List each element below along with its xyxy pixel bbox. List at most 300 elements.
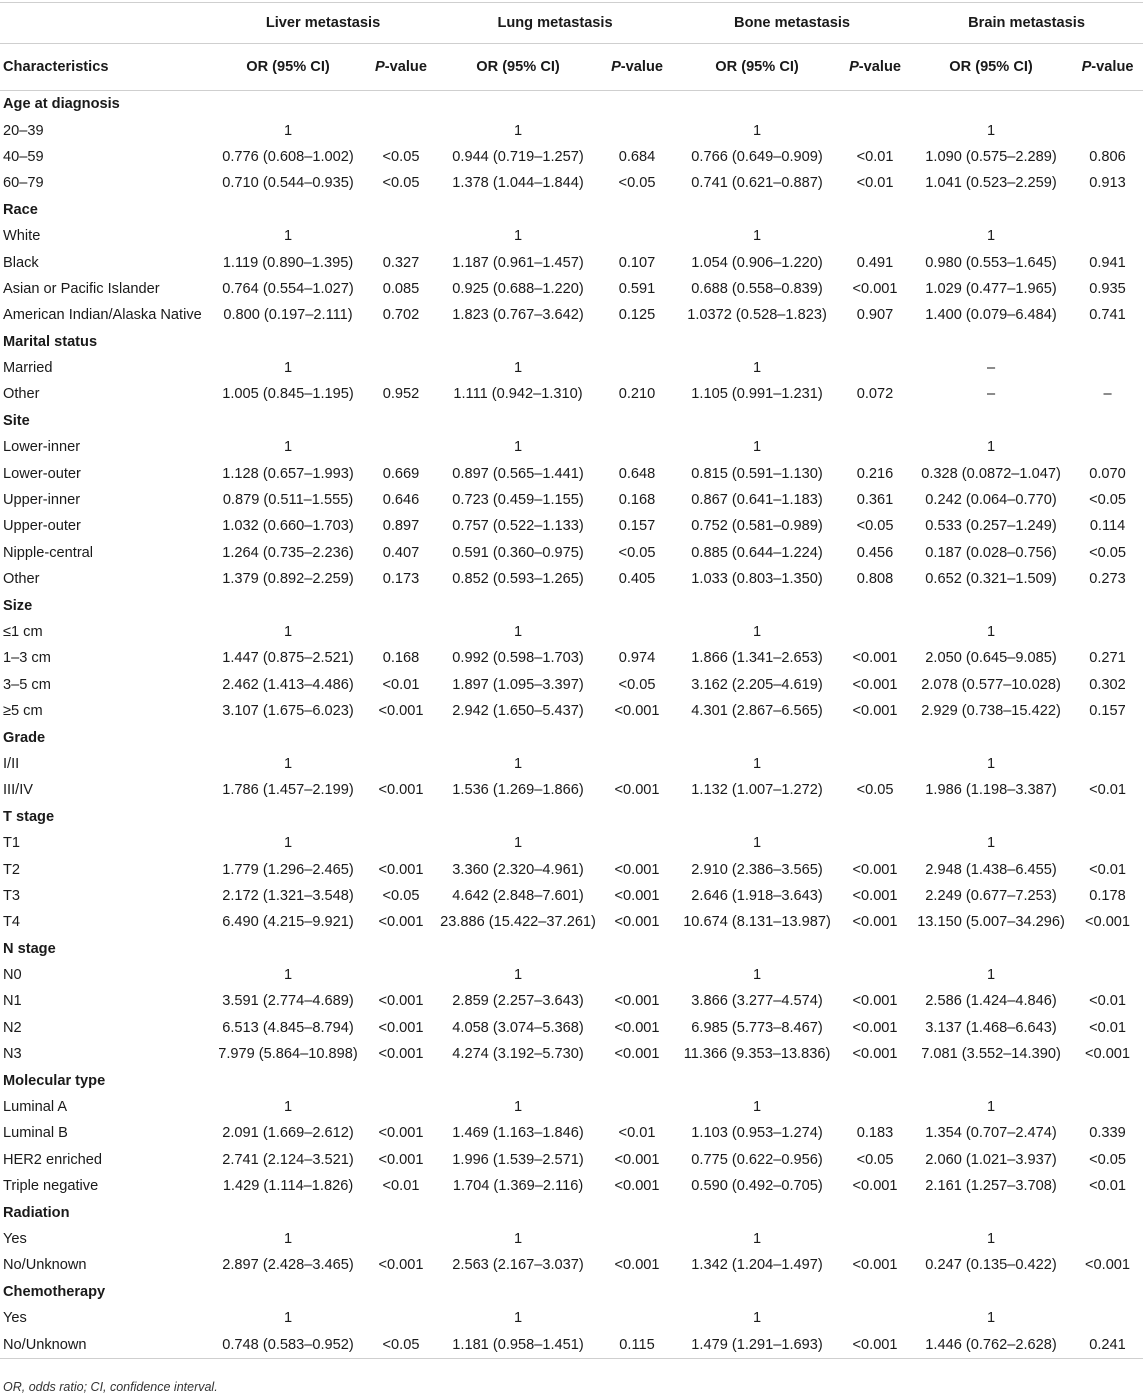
or-ci-cell: 1 [986,835,996,852]
or-ci-cell: 1.379 (0.892–2.259) [222,571,354,588]
p-value-cell [600,1226,674,1252]
or-ci-cell: 1.897 (1.095–3.397) [452,676,584,693]
p-value-cell: <0.01 [618,1125,656,1142]
or-ci-cell: 0.741 (0.621–0.887) [691,175,823,192]
p-value-cell: <0.05 [382,887,420,904]
table-row [0,883,1143,909]
or-ci-cell: 1 [513,624,523,640]
p-value-cell: <0.001 [614,993,660,1010]
p-value-cell: <0.05 [382,148,420,165]
or-ci-cell: 1 [283,228,293,245]
or-ci-cell: 1 [513,1230,523,1247]
p-value-cell: <0.001 [614,703,660,720]
row-label: Upper-outer [3,518,81,535]
or-ci-cell: 0.710 (0.544–0.935) [222,175,354,192]
or-ci-cell: 4.058 (3.074–5.368) [452,1019,584,1036]
row-label: T3 [3,887,21,904]
p-value-cell: 0.115 [600,1331,674,1358]
p-value-cell [600,1094,674,1120]
or-ci-cell: 1.005 (0.845–1.195) [222,386,354,403]
p-value-cell: <0.001 [852,993,898,1010]
or-ci-cell: 1 [513,439,523,456]
section-header-row [0,91,1143,118]
p-value-cell: <0.001 [852,1178,898,1195]
p-value-cell: <0.001 [852,650,898,667]
section-title: Chemotherapy [3,1283,106,1300]
section-header-row [0,1199,1143,1225]
section-title: Marital status [3,333,98,350]
p-value-cell: 0.907 [856,307,894,324]
table-row [0,645,1143,671]
section-title: Site [3,412,30,429]
p-value-cell: <0.01 [382,1178,420,1195]
or-ci-cell: 3.866 (3.277–4.574) [691,993,823,1010]
section-header-row [0,408,1143,434]
characteristics-header: Characteristics [0,44,210,91]
p-value-cell: <0.001 [852,861,898,878]
p-value-cell [366,434,436,460]
p-value-cell [600,117,674,143]
p-value-cell [840,1094,910,1120]
or-ci-cell: 0.992 (0.598–1.703) [452,650,584,667]
table-row [0,117,1143,143]
p-value-header: P-value [366,44,436,91]
p-value-cell: 0.669 [382,465,420,482]
table-row [0,619,1143,645]
p-value-cell: <0.001 [852,887,898,904]
p-value-cell: <0.001 [378,1046,424,1063]
p-value-cell: 0.271 [1089,650,1126,667]
table-row [0,302,1143,328]
or-ci-cell: 1.105 (0.991–1.231) [691,386,823,403]
p-value-cell: 0.361 [856,492,894,509]
p-value-cell: <0.001 [378,993,424,1010]
or-ci-cell: 0.748 (0.583–0.952) [210,1331,366,1358]
row-label: White [3,228,41,245]
or-ci-cell: 1.447 (0.875–2.521) [222,650,354,667]
p-value-cell: <0.05 [366,1331,436,1358]
p-value-cell: 0.808 [856,571,894,588]
or-ci-cell: 1 [752,228,762,245]
or-ci-cell: 0.815 (0.591–1.130) [691,465,823,482]
or-ci-cell: 1.429 (1.114–1.826) [222,1178,354,1195]
row-label: T1 [3,835,21,852]
table-row [0,249,1143,275]
p-value-cell [366,830,436,856]
p-value-cell: <0.05 [856,782,894,799]
row-label: American Indian/Alaska Native [3,307,202,324]
or-ci-cell: 1.704 (1.369–2.116) [452,1178,584,1195]
or-ci-cell: 0.591 (0.360–0.975) [452,544,584,561]
section-header-row [0,592,1143,618]
or-ci-cell: 1.400 (0.079–6.484) [925,307,1057,324]
or-ci-cell: 11.366 (9.353–13.836) [683,1046,831,1063]
row-label: Triple negative [3,1178,99,1195]
or-ci-cell: 1.823 (0.767–3.642) [452,307,584,324]
or-ci-cell: 1.536 (1.269–1.866) [452,782,584,799]
row-label: T2 [3,861,21,878]
p-value-cell [600,355,674,381]
or-ci-cell: 0.800 (0.197–2.111) [223,307,353,324]
or-ci-cell: 0.242 (0.064–0.770) [925,492,1057,509]
or-ci-cell: 1 [752,755,762,772]
or-ci-cell: 1.103 (0.953–1.274) [691,1125,823,1142]
or-ci-cell: 1.446 (0.762–2.628) [910,1331,1072,1358]
p-value-cell [366,355,436,381]
p-value-cell [366,619,436,645]
p-value-cell [1072,830,1143,856]
or-ci-cell: 1.354 (0.707–2.474) [925,1125,1057,1142]
row-label: Black [3,254,39,271]
p-value-cell: <0.001 [614,887,660,904]
group-header-liver: Liver metastasis [210,3,436,44]
or-ci-cell: 1 [752,1230,762,1247]
or-ci-cell: 1 [283,835,293,852]
row-label: ≥5 cm [3,703,43,720]
or-ci-cell: 0.980 (0.553–1.645) [925,254,1057,271]
p-value-cell: 0.107 [618,254,656,271]
table-row [0,988,1143,1014]
p-value-cell [840,830,910,856]
or-ci-cell: 2.050 (0.645–9.085) [925,650,1057,667]
p-value-cell: 0.072 [856,386,894,403]
or-ci-cell: 1.032 (0.660–1.703) [222,518,354,535]
or-ci-cell: 0.187 (0.028–0.756) [925,544,1057,561]
row-label: Other [3,571,40,588]
or-ci-cell: 1 [752,624,762,640]
or-ci-cell: 3.107 (1.675–6.023) [222,703,354,720]
or-ci-header: OR (95% CI) [436,44,600,91]
row-label: I/II [3,755,20,772]
p-value-cell [840,355,910,381]
or-ci-cell: 0.879 (0.511–1.555) [222,492,354,509]
table-row [0,909,1143,935]
or-ci-cell: 1 [752,1099,762,1116]
p-value-cell [840,117,910,143]
or-ci-cell: 2.948 (1.438–6.455) [925,861,1057,878]
p-value-cell [1072,1305,1143,1331]
p-value-cell: <0.01 [1089,782,1126,799]
table-row [0,434,1143,460]
row-label: N2 [3,1019,22,1036]
or-ci-cell: 1 [986,122,996,139]
row-label: Married [3,360,53,377]
section-header-row [0,1067,1143,1093]
or-ci-cell: 1 [513,967,523,984]
or-ci-cell: – [986,386,996,403]
p-value-cell: 0.648 [618,465,656,482]
or-ci-cell: 2.563 (2.167–3.037) [452,1257,584,1274]
or-ci-cell: 0.925 (0.688–1.220) [452,280,584,297]
row-label: Yes [3,1230,27,1247]
or-ci-cell: 2.897 (2.428–3.465) [222,1257,354,1274]
section-title: Grade [3,729,46,746]
or-ci-cell: 1 [986,1310,996,1327]
table-row [0,698,1143,724]
p-value-cell: 0.897 [382,518,420,535]
p-value-cell [840,1226,910,1252]
or-ci-cell: 1.469 (1.163–1.846) [452,1125,584,1142]
row-label: 20–39 [3,122,44,139]
p-value-cell: <0.001 [852,676,898,693]
row-label: Lower-inner [3,439,81,456]
or-ci-cell: 1 [513,1310,523,1327]
p-value-cell: 0.491 [856,254,894,271]
or-ci-cell: 1 [283,122,293,139]
row-label: Luminal B [3,1125,68,1142]
or-ci-cell: 1.342 (1.204–1.497) [691,1257,823,1274]
or-ci-cell: 2.161 (1.257–3.708) [925,1178,1057,1195]
p-value-cell: 0.168 [382,650,420,667]
p-value-cell: <0.001 [852,914,898,931]
table-row [0,830,1143,856]
or-ci-cell: 1.111 (0.942–1.310) [453,386,583,403]
p-value-cell [366,223,436,249]
section-title: Size [3,597,33,614]
table-row [0,513,1143,539]
p-value-cell: 0.702 [382,307,420,324]
p-value-cell: 0.273 [1089,571,1126,588]
p-value-cell: <0.001 [840,1331,910,1358]
p-value-cell: 0.183 [856,1125,894,1142]
p-value-cell [600,434,674,460]
or-ci-cell: 0.757 (0.522–1.133) [452,518,584,535]
row-label: 40–59 [3,148,44,165]
row-label: No/Unknown [0,1331,210,1358]
p-value-cell: <0.001 [852,280,898,297]
table-row [0,460,1143,486]
or-ci-cell: 1 [986,624,996,640]
table-row [0,1147,1143,1173]
table-row [0,170,1143,196]
row-label: Lower-outer [3,465,81,482]
or-ci-cell: 3.137 (1.468–6.643) [925,1019,1057,1036]
or-ci-cell: 23.886 (15.422–37.261) [440,914,596,931]
p-value-cell: <0.05 [1089,544,1126,561]
p-value-cell: <0.05 [618,676,656,693]
table-row [0,962,1143,988]
p-value-cell: <0.001 [1085,1257,1131,1274]
or-ci-cell: 0.852 (0.593–1.265) [452,571,584,588]
or-ci-cell: 0.944 (0.719–1.257) [452,148,584,165]
p-value-cell [600,1305,674,1331]
section-title: T stage [3,808,55,825]
or-ci-cell: 4.274 (3.192–5.730) [452,1046,584,1063]
p-value-header: P-value [1072,44,1143,91]
or-ci-cell: 1.779 (1.296–2.465) [222,861,354,878]
or-ci-header: OR (95% CI) [210,44,366,91]
section-header-row [0,1279,1143,1305]
p-value-cell: 0.339 [1089,1125,1126,1142]
p-value-cell: 0.941 [1089,254,1126,271]
or-ci-cell: 0.764 (0.554–1.027) [222,280,354,297]
or-ci-cell: 1 [283,1230,293,1247]
or-ci-cell: – [986,360,996,377]
p-value-cell: <0.001 [378,782,424,799]
p-value-cell: <0.001 [378,861,424,878]
p-value-cell: <0.001 [852,703,898,720]
table-row [0,856,1143,882]
p-value-cell [600,830,674,856]
p-value-cell: <0.001 [378,914,424,931]
or-ci-cell: 1 [986,755,996,772]
or-ci-cell: 1.479 (1.291–1.693) [674,1331,840,1358]
p-value-cell [1072,751,1143,777]
p-value-cell: <0.01 [1089,861,1126,878]
or-ci-cell: 1 [752,835,762,852]
or-ci-cell: 0.533 (0.257–1.249) [925,518,1057,535]
p-value-cell: <0.01 [856,148,894,165]
p-value-cell [840,434,910,460]
p-value-cell: 0.157 [618,518,656,535]
p-value-cell [1072,962,1143,988]
or-ci-cell: 0.775 (0.622–0.956) [691,1151,823,1168]
p-value-cell [600,751,674,777]
or-ci-cell: 2.646 (1.918–3.643) [691,887,823,904]
p-value-cell [840,1305,910,1331]
row-label: T4 [3,914,21,931]
p-value-cell [366,962,436,988]
group-header-row [0,3,1143,44]
or-ci-cell: 3.591 (2.774–4.689) [222,993,354,1010]
p-value-cell: <0.001 [614,914,660,931]
p-value-cell: <0.001 [614,782,660,799]
p-value-cell [366,117,436,143]
or-ci-cell: 0.885 (0.644–1.224) [691,544,823,561]
p-value-cell: 0.114 [1089,518,1126,535]
group-header-lung: Lung metastasis [436,3,674,44]
or-ci-cell: 0.247 (0.135–0.422) [925,1257,1057,1274]
p-value-cell [1072,434,1143,460]
p-value-cell [366,751,436,777]
p-value-cell [366,1094,436,1120]
p-value-cell: 0.173 [382,571,420,588]
table-row [0,751,1143,777]
or-ci-cell: 1 [752,439,762,456]
p-value-cell: <0.001 [378,703,424,720]
p-value-cell: <0.001 [378,1125,424,1142]
p-value-cell: 0.591 [618,280,656,297]
or-ci-cell: 1 [283,624,293,640]
p-value-cell: 0.178 [1089,887,1126,904]
p-value-cell: 0.157 [1089,703,1126,720]
p-value-cell: 0.806 [1089,148,1126,165]
column-header-row [0,44,1143,91]
p-value-cell: <0.001 [614,1151,660,1168]
p-value-cell [600,223,674,249]
table-row [0,381,1143,407]
table-row [0,1120,1143,1146]
p-value-cell: 0.327 [382,254,420,271]
or-ci-cell: 1.264 (0.735–2.236) [222,544,354,561]
section-header-row [0,804,1143,830]
or-ci-cell: 1 [986,1099,996,1116]
p-value-cell: <0.001 [614,1257,660,1274]
p-value-cell: 0.646 [382,492,420,509]
or-ci-cell: 1 [283,1099,293,1116]
p-value-cell: <0.05 [382,175,420,192]
p-value-cell: <0.001 [1085,1046,1131,1063]
p-value-cell [840,751,910,777]
section-title: Race [3,201,38,218]
p-value-cell: 0.684 [618,148,656,165]
p-value-cell [1072,1094,1143,1120]
p-value-cell: <0.05 [618,544,656,561]
p-value-cell: 0.168 [618,492,656,509]
p-value-cell [1072,619,1143,645]
group-header-brain: Brain metastasis [910,3,1143,44]
table-row [0,1041,1143,1067]
p-value-cell: <0.01 [1089,1019,1126,1036]
p-value-cell: <0.001 [378,1257,424,1274]
or-ci-cell: 1 [752,1310,762,1327]
group-header-bone: Bone metastasis [674,3,910,44]
p-value-cell [840,223,910,249]
table-body [0,91,1143,1359]
or-ci-cell: 1.181 (0.958–1.451) [436,1331,600,1358]
or-ci-cell: 1.128 (0.657–1.993) [222,465,354,482]
or-ci-cell: 1 [283,1310,293,1327]
p-value-cell [1072,1226,1143,1252]
table-row [0,487,1143,513]
table-row [0,777,1143,803]
p-value-cell: 0.125 [618,307,656,324]
or-ci-cell: 2.859 (2.257–3.643) [452,993,584,1010]
p-value-cell: 0.407 [382,544,420,561]
row-label: N3 [3,1046,22,1063]
p-value-cell: 0.302 [1089,676,1126,693]
or-ci-cell: 1 [283,755,293,772]
table-row [0,672,1143,698]
p-value-cell [840,619,910,645]
table-row [0,355,1143,381]
p-value-cell: <0.001 [614,861,660,878]
row-label: 60–79 [3,175,44,192]
or-ci-cell: 1.866 (1.341–2.653) [691,650,823,667]
or-ci-cell: 2.462 (1.413–4.486) [222,676,354,693]
or-ci-cell: 0.688 (0.558–0.839) [691,280,823,297]
or-ci-cell: 1.119 (0.890–1.395) [222,254,354,271]
or-ci-cell: 10.674 (8.131–13.987) [683,914,831,931]
p-value-cell: 0.070 [1089,465,1126,482]
or-ci-cell: 1.054 (0.906–1.220) [691,254,823,271]
p-value-cell: <0.001 [614,1046,660,1063]
p-value-cell: <0.01 [1089,993,1126,1010]
row-label: Upper-inner [3,492,81,509]
or-ci-cell: 1 [752,360,762,377]
table-row [0,1226,1143,1252]
or-ci-cell: 0.897 (0.565–1.441) [452,465,584,482]
table-row [0,223,1143,249]
p-value-cell: 0.085 [382,280,420,297]
p-value-cell: <0.001 [614,1178,660,1195]
or-ci-cell: 1 [752,122,762,139]
p-value-cell [1072,223,1143,249]
p-value-cell: <0.01 [856,175,894,192]
p-value-cell [600,962,674,988]
p-value-cell: <0.05 [1089,492,1126,509]
or-ci-cell: 1 [283,967,293,984]
table-row [0,1331,1143,1358]
or-ci-cell: 2.091 (1.669–2.612) [222,1125,354,1142]
table-row [0,540,1143,566]
section-header-row [0,329,1143,355]
or-ci-cell: 1.090 (0.575–2.289) [925,148,1057,165]
p-value-cell: <0.05 [1089,1151,1126,1168]
p-value-cell [366,1305,436,1331]
p-value-cell: 0.935 [1089,280,1126,297]
or-ci-cell: 1 [283,360,293,377]
